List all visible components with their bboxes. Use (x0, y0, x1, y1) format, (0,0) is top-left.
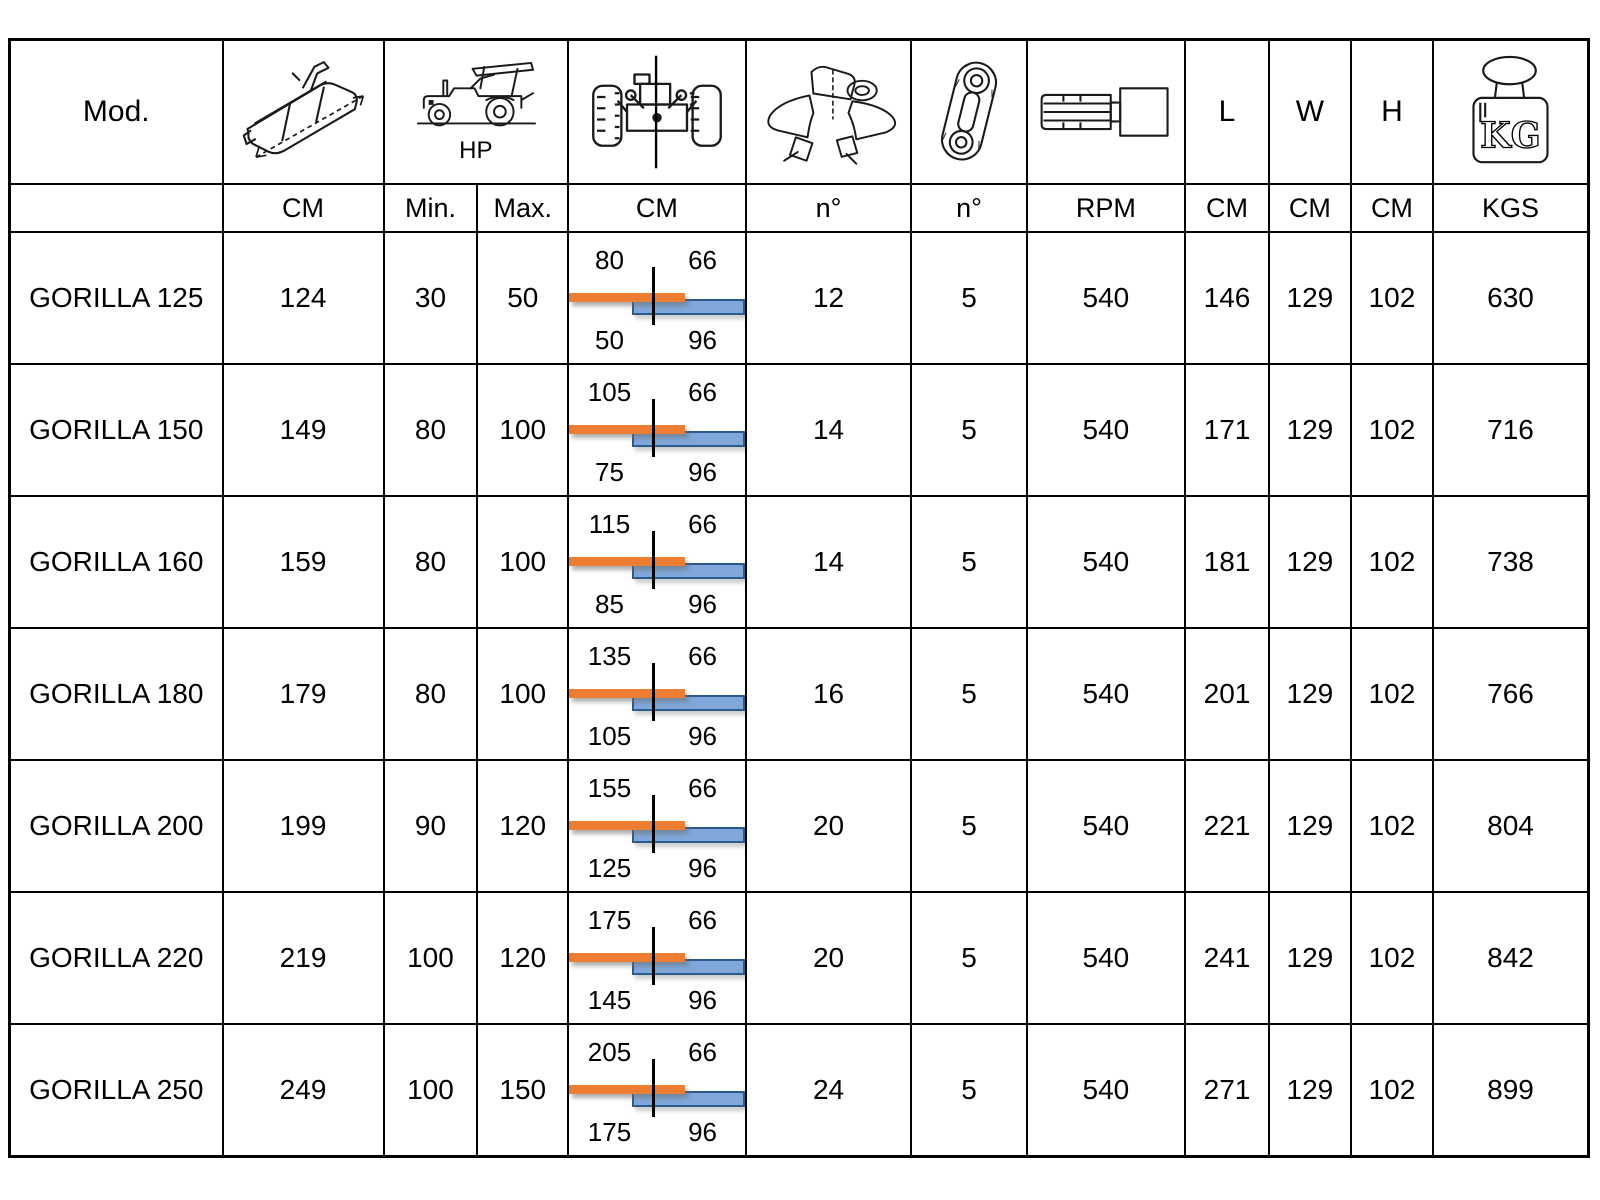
offset-lower-right-value: 96 (688, 985, 717, 1015)
offset-diagram (569, 629, 745, 759)
offset-lower-left-value: 145 (587, 985, 632, 1015)
offset-diagram (569, 761, 745, 891)
offset-diagram-cell (568, 760, 746, 892)
offset-upper-right-value: 66 (688, 245, 717, 275)
orange-offset-bar (569, 821, 685, 830)
header-width: W (1269, 40, 1351, 185)
pto-rpm-value: 540 (1027, 364, 1186, 496)
pto-rpm-value: 540 (1027, 232, 1186, 364)
table-row (10, 760, 1589, 892)
table-row (10, 364, 1589, 496)
offset-diagram (569, 893, 745, 1023)
offset-diagram-cell (568, 892, 746, 1024)
weight-value: 804 (1433, 760, 1589, 892)
length-value: 146 (1185, 232, 1269, 364)
hp-min-value: 80 (384, 628, 478, 760)
height-value: 102 (1351, 760, 1433, 892)
length-value: 241 (1185, 892, 1269, 1024)
offset-centerline (652, 267, 655, 325)
offset-upper-right-value: 66 (688, 377, 717, 407)
weight-value: 899 (1433, 1024, 1589, 1157)
flails-count: 12 (746, 232, 912, 364)
offset-lower-right-value: 96 (688, 853, 717, 883)
subheader-weight: KGS (1433, 184, 1589, 232)
offset-diagram (569, 233, 745, 363)
weight-kg-icon (1454, 51, 1566, 173)
hp-max-value: 120 (477, 760, 568, 892)
pto-rpm-value: 540 (1027, 892, 1186, 1024)
working-width-value: 199 (223, 760, 384, 892)
table-row (10, 892, 1589, 1024)
header-working-width (223, 40, 384, 185)
tractor-rear-offset-icon (582, 51, 732, 173)
working-width-value: 124 (223, 232, 384, 364)
pto-rpm-value: 540 (1027, 628, 1186, 760)
pto-rpm-value: 540 (1027, 1024, 1186, 1157)
flails-count: 24 (746, 1024, 912, 1157)
length-value: 201 (1185, 628, 1269, 760)
height-value: 102 (1351, 628, 1433, 760)
offset-diagram (569, 1025, 745, 1155)
table-row (10, 232, 1589, 364)
header-model: Mod. (10, 40, 223, 185)
unit-header-row (10, 184, 1589, 232)
table-row (10, 1024, 1589, 1157)
offset-lower-right-value: 96 (688, 457, 717, 487)
subheader-pto: RPM (1027, 184, 1186, 232)
subheader-hp-max: Max. (477, 184, 568, 232)
offset-upper-right-value: 66 (688, 773, 717, 803)
header-hp (384, 40, 569, 185)
offset-lower-right-value: 96 (688, 325, 717, 355)
width-value: 129 (1269, 496, 1351, 628)
subheader-working-width: CM (223, 184, 384, 232)
working-width-value: 159 (223, 496, 384, 628)
offset-upper-right-value: 66 (688, 509, 717, 539)
subheader-belts: n° (911, 184, 1026, 232)
subheader-length: CM (1185, 184, 1269, 232)
header-belts (911, 40, 1026, 185)
offset-lower-left-value: 105 (587, 721, 632, 751)
offset-diagram-cell (568, 628, 746, 760)
height-value: 102 (1351, 496, 1433, 628)
flail-mower-icon (224, 53, 384, 171)
model-name: GORILLA 160 (10, 496, 223, 628)
offset-diagram-cell (568, 1024, 746, 1157)
belts-count: 5 (911, 1024, 1026, 1157)
length-value: 271 (1185, 1024, 1269, 1157)
offset-upper-right-value: 66 (688, 641, 717, 671)
header-weight (1433, 40, 1589, 185)
header-offset (568, 40, 746, 185)
height-value: 102 (1351, 364, 1433, 496)
width-value: 129 (1269, 628, 1351, 760)
orange-offset-bar (569, 425, 685, 434)
orange-offset-bar (569, 689, 685, 698)
hp-label: HP (459, 137, 493, 164)
offset-upper-left-value: 135 (587, 641, 632, 671)
specification-table (8, 38, 1590, 1158)
offset-upper-right-value: 66 (688, 905, 717, 935)
weight-value: 630 (1433, 232, 1589, 364)
offset-diagram-cell (568, 364, 746, 496)
hp-max-value: 100 (477, 628, 568, 760)
flails-count: 16 (746, 628, 912, 760)
offset-centerline (652, 795, 655, 853)
belts-count: 5 (911, 892, 1026, 1024)
width-value: 129 (1269, 232, 1351, 364)
kg-icon-label: KG (1480, 115, 1542, 157)
subheader-model (10, 184, 223, 232)
offset-lower-left-value: 75 (595, 457, 624, 487)
offset-lower-left-value: 175 (587, 1117, 632, 1147)
flails-count: 14 (746, 364, 912, 496)
offset-centerline (652, 1059, 655, 1117)
hp-min-value: 80 (384, 364, 478, 496)
hp-min-value: 100 (384, 892, 478, 1024)
weight-value: 738 (1433, 496, 1589, 628)
offset-centerline (652, 927, 655, 985)
offset-upper-left-value: 175 (587, 905, 632, 935)
hp-max-value: 100 (477, 496, 568, 628)
belts-count: 5 (911, 496, 1026, 628)
height-value: 102 (1351, 1024, 1433, 1157)
belts-count: 5 (911, 628, 1026, 760)
table-row (10, 628, 1589, 760)
belts-count: 5 (911, 232, 1026, 364)
width-value: 129 (1269, 760, 1351, 892)
offset-diagram-cell (568, 232, 746, 364)
width-value: 129 (1269, 892, 1351, 1024)
orange-offset-bar (569, 1085, 685, 1094)
offset-upper-right-value: 66 (688, 1037, 717, 1067)
width-value: 129 (1269, 364, 1351, 496)
offset-lower-left-value: 125 (587, 853, 632, 883)
working-width-value: 219 (223, 892, 384, 1024)
subheader-flails: n° (746, 184, 912, 232)
length-value: 171 (1185, 364, 1269, 496)
pto-rpm-value: 540 (1027, 760, 1186, 892)
offset-centerline (652, 531, 655, 589)
offset-lower-left-value: 85 (595, 589, 624, 619)
model-name: GORILLA 250 (10, 1024, 223, 1157)
header-pto (1027, 40, 1186, 185)
orange-offset-bar (569, 293, 685, 302)
model-name: GORILLA 125 (10, 232, 223, 364)
orange-offset-bar (569, 557, 685, 566)
tractor-icon (410, 61, 542, 141)
offset-lower-left-value: 50 (595, 325, 624, 355)
hp-min-value: 100 (384, 1024, 478, 1157)
height-value: 102 (1351, 892, 1433, 1024)
weight-value: 766 (1433, 628, 1589, 760)
pto-rpm-value: 540 (1027, 496, 1186, 628)
belts-count: 5 (911, 760, 1026, 892)
hp-min-value: 80 (384, 496, 478, 628)
pto-shaft-icon (1035, 76, 1177, 148)
weight-value: 716 (1433, 364, 1589, 496)
header-height: H (1351, 40, 1433, 185)
subheader-width: CM (1269, 184, 1351, 232)
subheader-offset: CM (568, 184, 746, 232)
offset-diagram (569, 365, 745, 495)
weight-value: 842 (1433, 892, 1589, 1024)
offset-upper-left-value: 155 (587, 773, 632, 803)
table-row (10, 496, 1589, 628)
offset-diagram (569, 497, 745, 627)
offset-upper-left-value: 205 (587, 1037, 632, 1067)
header-flails (746, 40, 912, 185)
working-width-value: 179 (223, 628, 384, 760)
offset-lower-right-value: 96 (688, 721, 717, 751)
subheader-height: CM (1351, 184, 1433, 232)
offset-upper-left-value: 105 (587, 377, 632, 407)
orange-offset-bar (569, 953, 685, 962)
offset-centerline (652, 399, 655, 457)
hp-max-value: 100 (477, 364, 568, 496)
model-name: GORILLA 220 (10, 892, 223, 1024)
flail-hammer-icon (751, 54, 907, 170)
hp-max-value: 120 (477, 892, 568, 1024)
length-value: 181 (1185, 496, 1269, 628)
flails-count: 14 (746, 496, 912, 628)
hp-max-value: 50 (477, 232, 568, 364)
model-name: GORILLA 200 (10, 760, 223, 892)
flails-count: 20 (746, 892, 912, 1024)
working-width-value: 249 (223, 1024, 384, 1157)
model-name: GORILLA 180 (10, 628, 223, 760)
offset-lower-right-value: 96 (688, 589, 717, 619)
hp-min-value: 30 (384, 232, 478, 364)
subheader-hp-min: Min. (384, 184, 478, 232)
width-value: 129 (1269, 1024, 1351, 1157)
offset-lower-right-value: 96 (688, 1117, 717, 1147)
offset-upper-left-value: 80 (595, 245, 624, 275)
flails-count: 20 (746, 760, 912, 892)
header-icon-row (10, 40, 1589, 185)
working-width-value: 149 (223, 364, 384, 496)
hp-min-value: 90 (384, 760, 478, 892)
length-value: 221 (1185, 760, 1269, 892)
belts-count: 5 (911, 364, 1026, 496)
model-name: GORILLA 150 (10, 364, 223, 496)
height-value: 102 (1351, 232, 1433, 364)
hp-max-value: 150 (477, 1024, 568, 1157)
offset-diagram-cell (568, 496, 746, 628)
header-length: L (1185, 40, 1269, 185)
belt-icon (933, 55, 1005, 169)
offset-upper-left-value: 115 (588, 509, 631, 539)
specification-table-wrap (8, 38, 1590, 1158)
offset-centerline (652, 663, 655, 721)
